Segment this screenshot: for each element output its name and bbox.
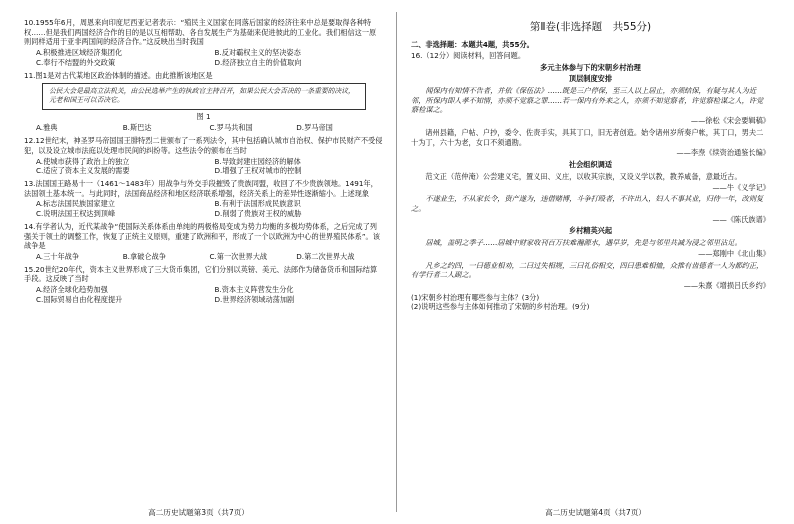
material-paragraph: 诸州县籍，户帖、户抄，委令、佐责手实，具其丁口，旧无者创造。始令诸州岁所奏户帐，其丁口，男夫二十为丁，六十为老，女口不须通勘。 [411,127,764,147]
option-c: C.奉行不结盟的外交政策 [36,57,116,67]
option-a: A.雅典 [36,123,58,133]
question-15 [24,265,383,305]
subquestion-1: (1)宋朝乡村治理有哪些参与主体？(3分) [411,292,540,302]
option-d: D.罗马帝国 [296,123,333,133]
options [36,123,383,133]
option-a: A.标志法国民族国家建立 [36,199,115,209]
options [36,199,383,218]
question-16-intro: 16.（12分）阅读材料，回答问题。 [411,50,526,60]
page-footer: 高二历史试题第3页（共7页） [148,507,249,517]
option-c: C.适应了资本主义发展的需要 [36,166,130,176]
option-a: A.使城市获得了政治上的独立 [36,156,130,166]
material-block-1 [411,74,770,158]
options [36,285,383,304]
option-b: B.导致封建庄园经济的解体 [214,156,301,166]
material-title: 多元主体参与下的宋朝乡村治理 [540,62,641,72]
block-heading: 社会组织调适 [568,160,613,170]
option-d: D.第二次世界大战 [296,252,355,261]
options [36,157,383,176]
option-d: D.削弱了贵族对王权的威胁 [214,209,302,219]
material-source: ——牛《义学记》 [712,182,770,192]
right-page [397,0,794,524]
option-d: D.增强了王权对城市的控制 [214,166,302,176]
material-source: ——郑刚中《北山集》 [698,248,770,258]
question-11 [24,71,383,134]
question-stem: 11.图1是对古代某地区政治体制的描述。由此推断该地区是 [24,70,213,80]
option-d: D.世界经济领域动荡加剧 [214,294,295,304]
figure-box: 公民大会是最高立法机关，由公民选举产生的执政官主持召开，如果公民大会否决的一条重要的决议，元老和国王可以否决它。 [42,83,366,109]
material-source: ——徐松《宋会要辑稿》 [690,116,770,126]
option-c: C.国际贸易自由化程度提升 [36,294,123,304]
option-b: B.斯巴达 [122,123,152,133]
option-c: C.罗马共和国 [209,123,253,133]
options [36,48,383,67]
question-stem: 15.20世纪20年代，资本主义世界形成了三大货币集团，它们分别以英镑、美元、法郎作为储备货币和国际结算手段。这反映了当时 [24,264,378,284]
material-paragraph: 范文正（范仲淹）公尝建义宅，置义田、义庄，以收其宗族，又设义学以教，教养咸备，意最近古。 [425,171,742,181]
material-block-3 [411,226,770,290]
question-10 [24,18,383,68]
page-footer: 高二历史试题第4页（共7页） [545,507,646,517]
option-b: B.反对霸权主义的坚决姿态 [214,48,301,58]
option-a: A.经济全球化趋势加强 [36,285,108,295]
option-b: B.拿破仑战争 [122,252,166,261]
block-heading: 乡村精英兴起 [568,226,613,236]
question-14 [24,222,383,262]
option-c: C.说明法国王权达到顶峰 [36,209,116,219]
figure-caption: 图 1 [196,111,211,121]
question-stem: 14.有学者认为，近代某战争“使国际关系体系由单纯的两极格局变成为势力均衡的多极均势体系，之后完成了列强关于领土的调整工作，恢复了正统主义原则，重建了欧洲和平，形成了一个以欧洲为中心的世界殖民体系”。该战争是 [24,221,380,251]
question-13 [24,179,383,219]
option-d: D.经济独立自主的价值取向 [214,57,302,67]
material-paragraph: 凡乡之约四，一曰德业相劝，二曰过失相规，三曰礼俗相交，四曰患难相恤，众推有齿德者一人为都约正，有学行者二人副之。 [411,260,764,280]
options [36,252,383,262]
option-c: C.第一次世界大战 [209,252,268,261]
question-12 [24,136,383,176]
material-paragraph: 闻保内有知情不告者，并依《保伍法》……既是三户停保，至三人以上居止，亦须结保，有疑与其人为近邻，所保内即人孝不知情，亦须不觉察之罪……若一保内有外来之人，亦须不知觉察者，许觉察检谋之人，许觉察检谋之。 [411,86,764,115]
part-title: 第Ⅱ卷(非选择题 共55分) [529,21,652,33]
option-a: A.积极推进区域经济集团化 [36,48,123,58]
material-source: ——李焘《续资治通鉴长编》 [676,148,770,158]
material-block-2 [411,160,770,224]
question-stem: 10.1955年6月，周恩来向印度尼西亚记者表示：“殖民主义国家在同落后国家的经济往来中总是要取得各种特权……但是我们两国经济合作的目的是以互相帮助、各自发展生产为基础来促进彼此的工业化。我们相信这一原则同样适用于亚非两国间的经济合作。”这反映出当时我国 [24,18,377,47]
option-b: B.有利于法国形成民族意识 [214,199,301,209]
material-source: ——《陈氏族谱》 [712,214,770,224]
material-source: ——朱熹《增损吕氏乡约》 [683,280,770,290]
material-paragraph: 不遂业生，不从家长令，资产遂为，违借赌博，斗争打殴者，不许出入，妇人不事其业，归侍一年，改则复之。 [411,194,764,213]
section-heading: 二、非选择题：本题共4题，共55分。 [411,40,534,50]
option-b: B.资本主义阵营发生分化 [214,285,294,295]
subquestion-2: (2)说明这些参与主体如何推动了宋朝的乡村治理。(9分) [411,302,590,312]
material-paragraph: 居城，盖明之季子……居城中财家收刊百万扶难瀚源水，遇早岁，先是与邻里共减为浸之邻里沾足。 [425,238,742,248]
option-a: A.三十年战争 [36,252,80,261]
question-stem: 12.12世纪末，神圣罗马帝国国王腓特烈二世颁布了一系列法令，其中包括确认城市自治权、保护市民财产不受侵犯，以及设立城市法庭以处理市民间的纠纷等。这些法令的颁布在当时 [24,136,383,155]
block-heading: 顶层制度安排 [568,74,613,84]
question-stem: 13.法国国王路易十一（1461～1483年）用战争与外交手段摧毁了贵族同盟，收回了不少贵族领地。1491年，法国领土基本统一。与此同时，法国商品经济和地区经济联系增强，经济关系上的差异性逐渐缩小。上述现象 [24,178,378,198]
